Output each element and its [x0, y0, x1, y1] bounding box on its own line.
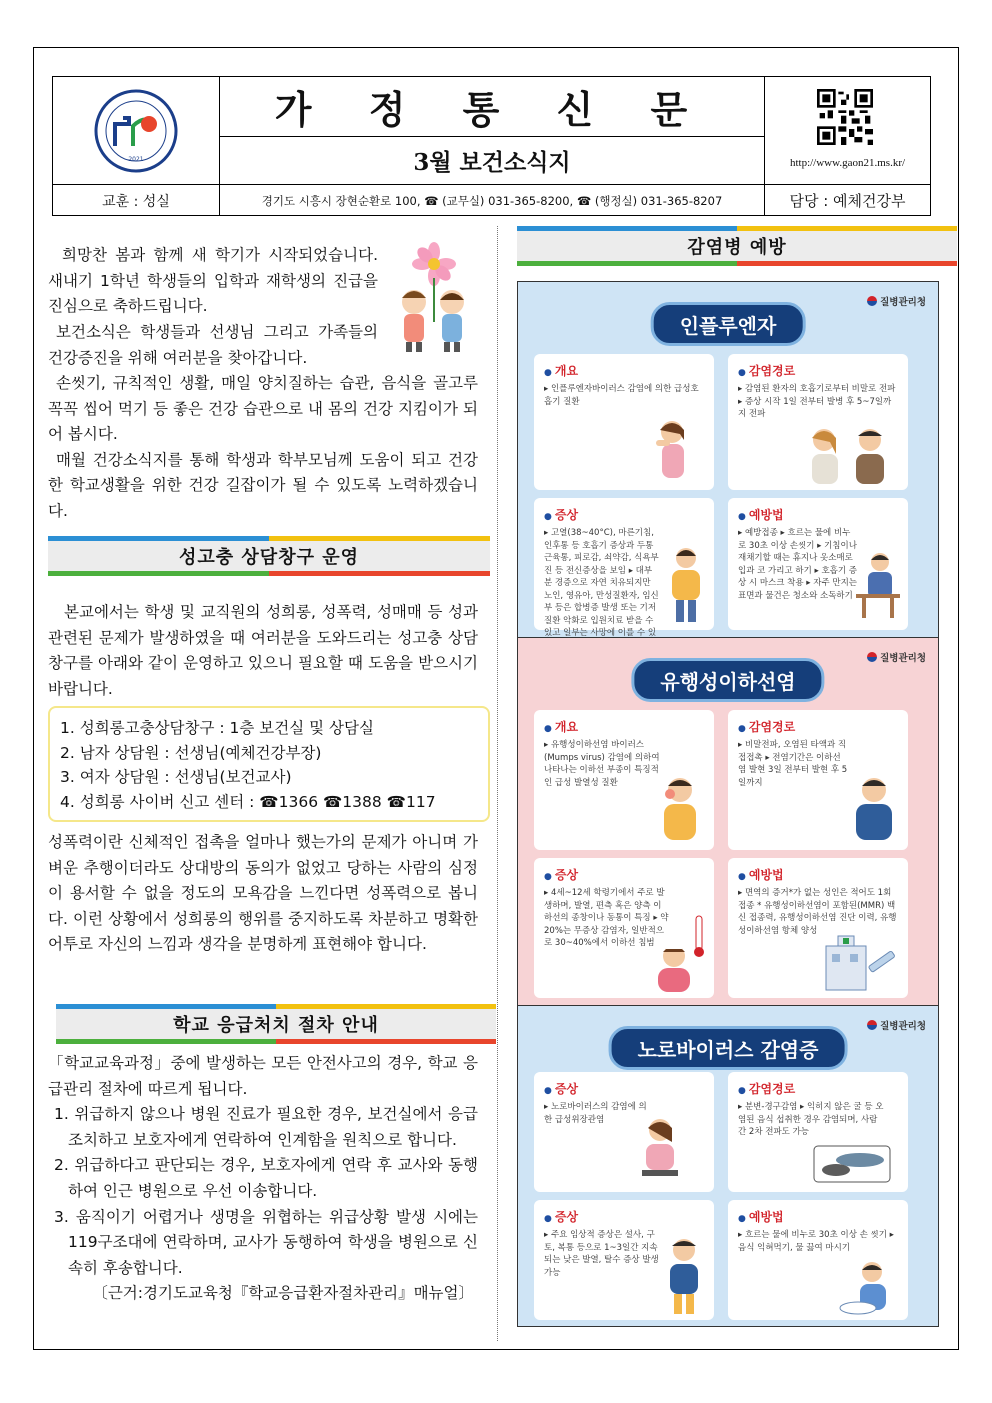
intro-line-3: 손씻기, 규칙적인 생활, 매일 양치질하는 습관, 음식을 골고루 꼭꼭 씹어 먹기 등 좋은 건강 습관으로 내 몸의 건강 지킴이가 되어 봅시다.	[48, 374, 478, 444]
school-address: 경기도 시흥시 장현순환로 100, ☎ (교무실) 031-365-8200, ☎ (행정실) 031-365-8207	[261, 193, 723, 208]
card-overview: ● 개요 ▸ 유행성이하선염 바이러스 (Mumps virus) 감염에 의하여 나타나는 이하선 부종이 특징적인 급성 발열성 질환	[534, 710, 714, 850]
qr-code-icon[interactable]	[817, 89, 873, 145]
card-prevention: ● 예방법 ▸ 면역의 증거*가 없는 성인은 적어도 1회 접종 * 유행성이하선염이 포함된(MMR) 백신 접종력, 유행성이하선염 진단 이력, 유행성이하선염 항체 양성	[728, 858, 908, 998]
intro-line-2: 보건소식은 학생들과 선생님 그리고 가족들의 건강증진을 위해 여러분을 찾아갑니다.	[48, 323, 378, 367]
card-symptoms: ● 증상 ▸ 주요 임상적 증상은 설사, 구토, 복통 등으로 1~3일간 지속되는 낮은 발열, 탈수 증상 발생 가능	[534, 1200, 714, 1320]
intro-line-1: 희망찬 봄과 함께 새 학기가 시작되었습니다. 새내기 1학년 학생들의 입학과 재학생의 진급을 진심으로 축하드립니다.	[48, 246, 378, 316]
panel-norovirus	[518, 1006, 938, 1326]
thermometer-girl-icon	[652, 912, 708, 992]
section-heading-infection: 감염병 예방	[517, 226, 957, 266]
card-transmission: ● 감염경로 ▸ 감염된 환자의 호흡기로부터 비말로 전파 ▸ 증상 시작 1일 전부터 발병 후 5~7일까지 전파	[728, 354, 908, 490]
agency-mark: 질병관리청	[867, 650, 926, 664]
first-aid-step-1: 1. 위급하지 않으나 병원 진료가 필요한 경우, 보건실에서 응급조치하고 보호자에게 연락하여 인계함을 원칙으로 합니다.	[54, 1105, 478, 1149]
qr-cell	[764, 77, 930, 184]
first-aid-intro: 「학교교육과정」중에 발생하는 모든 안전사고의 경우, 학교 응급관리 절차에 따르게 됩니다.	[48, 1054, 478, 1098]
children-flower-icon	[386, 244, 482, 354]
intro-line-4: 매월 건강소식지를 통해 학생과 학부모님께 도움이 되고 건강한 학교생활을 위한 건강 길잡이가 될 수 있도록 노력하겠습니다.	[48, 450, 478, 520]
card-symptoms: ● 증상 ▸ 고열(38~40°C), 마른기침, 인후통 등 호흡기 증상과 두통 근육통, 피로감, 쇠약감, 식욕부진 등 전신증상을 보임 ▸ 대부분 경증으로 자연 치유되지만 노인, 영유아, 만성질환자, 임신부 등은 합병증 발생 또는 기저질환 악화로 입원치료 받을 수 있고 일부는 사망에 이를 수 있	[534, 498, 714, 630]
first-aid-body	[48, 1051, 478, 1307]
harassment-note: 성폭력이란 신체적인 접촉을 얼마나 했는가의 문제가 아니며 가벼운 추행이더라도 상대방의 동의가 없었고 당하는 사람의 심정이 용서할 수 없을 정도의 모욕감을 느낀다면 성폭력으로 봅니다. 이런 상황에서 성희롱의 행위를 중지하도록 차분하고 명확한 어투로 자신의 느낌과 생각을 분명하게 표현해야 합니다.	[48, 833, 478, 954]
panel-title: 유행성이하선염	[631, 658, 824, 702]
school-emblem-icon	[93, 88, 179, 174]
coughing-woman-icon	[634, 414, 704, 484]
section-heading-counseling: 성고충 상담창구 운영	[48, 536, 490, 576]
coughing-man-icon	[844, 772, 900, 842]
intro-first-paragraph	[48, 243, 378, 320]
oyster-fish-icon	[812, 1144, 892, 1184]
first-aid-step-3: 3. 움직이기 어렵거나 생명을 위협하는 위급상황 발생 시에는 119구조대에 연락하며, 교사가 동행하여 학생을 병원으로 신속히 후송합니다.	[54, 1207, 478, 1277]
svg-text:2021: 2021	[128, 155, 144, 163]
handwashing-icon	[836, 1260, 896, 1316]
school-motto: 교훈 : 성실	[53, 185, 220, 216]
card-transmission: ● 감염경로 ▸ 비말전파, 오염된 타액과 직접접촉 ▸ 전염기간은 이하선염 발현 3일 전부터 발현 후 5일까지	[728, 710, 908, 850]
cleaning-person-icon	[854, 550, 902, 620]
agency-mark: 질병관리청	[867, 1018, 926, 1032]
panel-title: 인플루엔자	[651, 302, 806, 346]
panel-title: 노로바이러스 감염증	[609, 1026, 848, 1070]
sick-man-icon	[664, 544, 708, 624]
intro-second-paragraph	[48, 320, 378, 371]
card-symptoms: ● 증상 ▸ 4세~12세 학령기에서 주로 발생하며, 발열, 편측 혹은 양측 이하선의 종창이나 동통이 특징 ▸ 약 20%는 무증상 감염자, 일반적으로 30~40%에서 이하선 침범	[534, 858, 714, 998]
first-aid-step-2: 2. 위급하다고 판단되는 경우, 보호자에게 연락 후 교사와 동행하여 인근 병원으로 우선 이송합니다.	[54, 1156, 478, 1200]
counseling-body: 본교에서는 학생 및 교직원의 성희롱, 성폭력, 성매매 등 성과 관련된 문제가 발생하였을 때 여러분을 도와드리는 성고충 상담창구를 아래와 같이 운영하고 있으니 필요할 때 도움을 받으시기 바랍니다.	[48, 603, 478, 698]
stomachache-man-icon	[648, 1236, 708, 1316]
agency-logo-icon	[867, 1020, 877, 1030]
page-title: 가 정 통 신 문	[220, 77, 764, 137]
kids-flower-illustration	[386, 244, 482, 354]
intro-rest	[48, 371, 478, 525]
header-table	[52, 76, 931, 216]
school-logo	[53, 77, 220, 184]
infection-poster	[517, 281, 939, 1327]
section-heading-first-aid: 학교 응급처치 절차 안내	[56, 1004, 496, 1044]
card-overview: ● 증상 ▸ 노로바이러스의 감염에 의한 급성위장관염	[534, 1072, 714, 1192]
nauseous-woman-icon	[632, 1116, 688, 1188]
panel-mumps	[518, 638, 938, 1006]
agency-logo-icon	[867, 296, 877, 306]
panel-influenza	[518, 282, 938, 638]
newsletter-page	[33, 47, 959, 1350]
card-prevention: ● 예방법 ▸ 예방접종 ▸ 흐르는 물에 비누로 30초 이상 손씻기 ▸ 기침이나 재채기할 때는 휴지나 옷소매로 입과 코 가리고 하기 ▸ 호흡기 증상 시 마스크 착용 ▸ 자주 만지는 표면과 물건은 청소와 소독하기	[728, 498, 908, 630]
column-divider	[497, 226, 498, 1341]
department: 담당 : 예체건강부	[764, 185, 930, 216]
counseling-item-3: 3. 여자 상담원 : 선생님(보건교사)	[60, 768, 292, 786]
hospital-syringe-icon	[820, 932, 900, 992]
page-subtitle: 3월 보건소식지	[413, 149, 571, 176]
school-url[interactable]: http://www.gaon21.ms.kr/	[789, 157, 906, 169]
card-transmission: ● 감염경로 ▸ 분변-경구감염 ▸ 익히지 않은 굴 등 오염된 음식 섭취한 경우 감염되며, 사람 간 2차 전파도 가능	[728, 1072, 908, 1192]
header-info-row	[53, 184, 930, 215]
swollen-cheek-icon	[654, 772, 706, 842]
first-aid-source: 〔근거:경기도교육청『학교응급환자절차관리』매뉴얼〕	[92, 1284, 474, 1303]
counseling-item-2: 2. 남자 상담원 : 선생님(예체건강부장)	[60, 743, 322, 762]
agency-logo-icon	[867, 652, 877, 662]
card-overview: ● 개요 ▸ 인플루엔자바이러스 감염에 의한 급성호흡기 질환	[534, 354, 714, 490]
card-prevention: ● 예방법 ▸ 흐르는 물에 비누로 30초 이상 손 씻기 ▸ 음식 익혀먹기, 물 끓여 마시기	[728, 1200, 908, 1320]
agency-mark: 질병관리청	[867, 294, 926, 308]
counseling-item-1: 1. 성희롱고충상담창구 : 1층 보건실 및 상담실	[60, 719, 374, 737]
sneezing-people-icon	[790, 424, 900, 484]
counseling-info-box	[48, 706, 490, 822]
counseling-item-4: 4. 성희롱 사이버 신고 센터 : ☎1366 ☎1388 ☎117	[60, 792, 436, 811]
